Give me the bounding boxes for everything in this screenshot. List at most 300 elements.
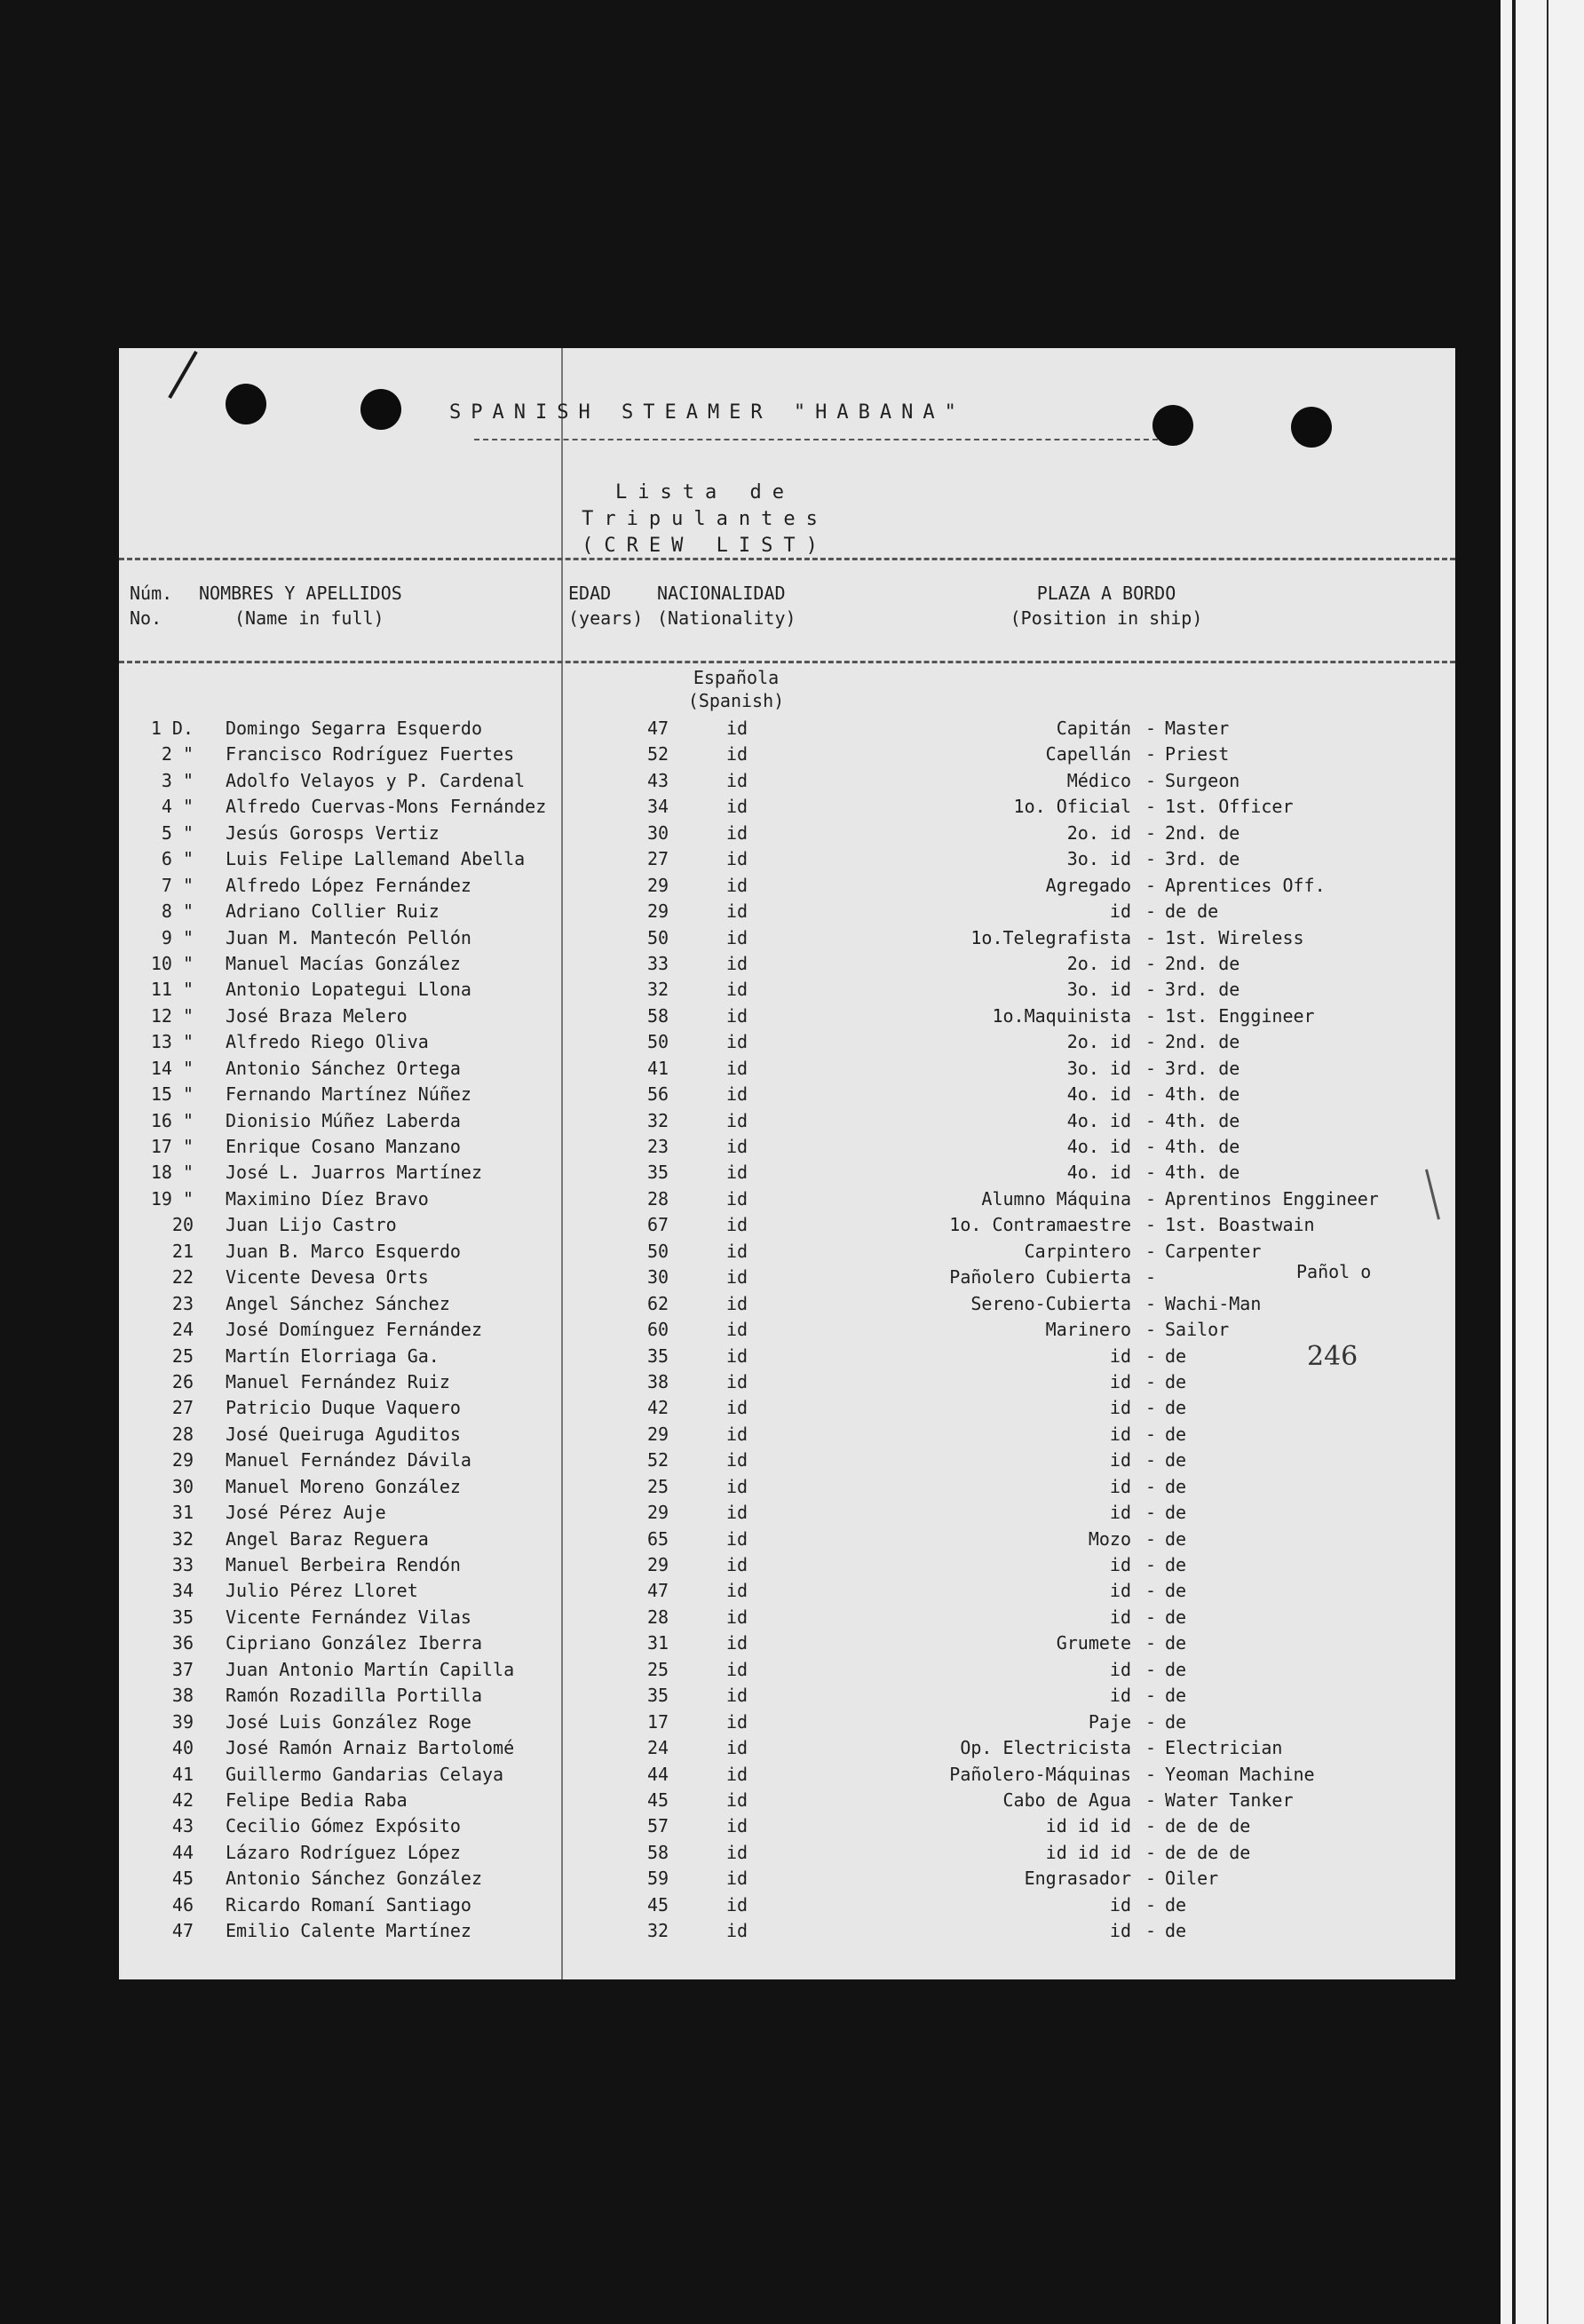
crew-nationality: id: [725, 1057, 748, 1079]
crew-separator: -: [1144, 1266, 1157, 1289]
crew-nationality: id: [725, 1449, 748, 1471]
crew-separator: -: [1144, 1187, 1157, 1210]
crew-position: Mozo: [1088, 1527, 1131, 1550]
crew-age: 57: [646, 1815, 669, 1837]
crew-position: id id id: [1045, 1841, 1131, 1863]
crew-number: 10 ": [150, 952, 194, 974]
table-row: [119, 821, 1455, 846]
crew-age: 42: [646, 1397, 669, 1419]
table-row: [119, 1003, 1455, 1029]
crew-number: 13 ": [150, 1031, 194, 1053]
crew-nationality: id: [725, 1109, 748, 1131]
crew-separator: -: [1144, 1397, 1157, 1419]
crew-position: Marinero: [1045, 1319, 1131, 1341]
crew-number: 38: [171, 1685, 194, 1707]
crew-position-en: Surgeon: [1165, 769, 1240, 791]
crew-position-en: 4th. de: [1165, 1109, 1240, 1131]
crew-age: 27: [646, 848, 669, 870]
crew-name: Adolfo Velayos y P. Cardenal: [226, 769, 526, 791]
crew-age: 44: [646, 1763, 669, 1785]
crew-age: 45: [646, 1789, 669, 1811]
crew-separator: -: [1144, 1214, 1157, 1236]
table-row: [119, 794, 1455, 820]
crew-position: 2o. id: [1066, 821, 1131, 844]
crew-position-en: de: [1165, 1658, 1187, 1680]
crew-name: Ramón Rozadilla Portilla: [226, 1685, 482, 1707]
crew-age: 67: [646, 1214, 669, 1236]
crew-separator: -: [1144, 1057, 1157, 1079]
crew-separator: -: [1144, 743, 1157, 765]
crew-number: 28: [171, 1423, 194, 1445]
crew-separator: -: [1144, 952, 1157, 974]
crew-nationality: id: [725, 1580, 748, 1602]
crew-separator: -: [1144, 1240, 1157, 1262]
crew-position-en: de: [1165, 1527, 1187, 1550]
crew-age: 28: [646, 1187, 669, 1210]
crew-number: 34: [171, 1580, 194, 1602]
crew-position: Paje: [1088, 1710, 1131, 1733]
crew-position-en: de: [1165, 1920, 1187, 1942]
crew-nationality: id: [725, 1841, 748, 1863]
crew-nationality: id: [725, 821, 748, 844]
table-row: [119, 1813, 1455, 1839]
crew-separator: -: [1144, 1868, 1157, 1890]
crew-name: Juan Antonio Martín Capilla: [226, 1658, 515, 1680]
crew-name: Antonio Sánchez Ortega: [226, 1057, 461, 1079]
crew-age: 32: [646, 1109, 669, 1131]
crew-nationality: id: [725, 1475, 748, 1497]
crew-position-en: de: [1165, 1449, 1187, 1471]
crew-age: 62: [646, 1292, 669, 1314]
crew-position-en: 2nd. de: [1165, 1031, 1240, 1053]
punch-hole: [1291, 407, 1332, 448]
col-header-position: [991, 581, 1222, 631]
crew-nationality: id: [725, 1893, 748, 1916]
crew-separator: -: [1144, 979, 1157, 1001]
crew-number: 41: [171, 1763, 194, 1785]
table-row: [119, 1500, 1455, 1526]
table-row: [119, 742, 1455, 767]
crew-separator: -: [1144, 1789, 1157, 1811]
crew-separator: -: [1144, 1292, 1157, 1314]
crew-nationality: id: [725, 1710, 748, 1733]
crew-name: Manuel Berbeira Rendón: [226, 1554, 461, 1575]
table-row: [119, 1082, 1455, 1107]
crew-nationality: id: [725, 1606, 748, 1628]
table-row: [119, 1186, 1455, 1212]
crew-name: Cecilio Gómez Expósito: [226, 1815, 461, 1837]
crew-nationality: id: [725, 1789, 748, 1811]
crew-position-en: Water Tanker: [1165, 1789, 1294, 1811]
crew-name: Cipriano González Iberra: [226, 1632, 482, 1654]
crew-position-en: 1st. Wireless: [1165, 926, 1304, 948]
table-row: [119, 1527, 1455, 1552]
crew-age: 34: [646, 796, 669, 818]
crew-name: Enrique Cosano Manzano: [226, 1136, 461, 1157]
table-row: [119, 768, 1455, 794]
crew-position: Sereno-Cubierta: [970, 1292, 1131, 1314]
page-number: 246: [1307, 1341, 1358, 1372]
crew-number: 17 ": [150, 1136, 194, 1157]
crew-number: 35: [171, 1606, 194, 1628]
crew-age: 25: [646, 1475, 669, 1497]
crew-number: 11 ": [150, 979, 194, 1001]
crew-name: Manuel Macías González: [226, 952, 461, 974]
crew-separator: -: [1144, 1004, 1157, 1027]
crew-separator: -: [1144, 1815, 1157, 1837]
crew-position: id: [1109, 1580, 1131, 1602]
crew-name: Vicente Devesa Orts: [226, 1266, 429, 1289]
crew-number: 20: [171, 1214, 194, 1236]
crew-name: Vicente Fernández Vilas: [226, 1606, 471, 1628]
crew-number: 21: [171, 1240, 194, 1262]
crew-nationality: id: [725, 743, 748, 765]
crew-position: Alumno Máquina: [981, 1187, 1131, 1210]
crew-position-en: de: [1165, 1580, 1187, 1602]
crew-name: Guillermo Gandarias Celaya: [226, 1763, 504, 1785]
col-header-nat-en: (Nationality): [657, 607, 796, 629]
margin-note: Pañol o: [1296, 1261, 1372, 1282]
table-row: [119, 1160, 1455, 1186]
crew-name: Juan M. Mantecón Pellón: [226, 926, 471, 948]
crew-age: 50: [646, 1031, 669, 1053]
crew-separator: -: [1144, 1423, 1157, 1445]
crew-separator: -: [1144, 1162, 1157, 1184]
crew-name: Luis Felipe Lallemand Abella: [226, 848, 526, 870]
table-row: [119, 1657, 1455, 1683]
crew-age: 32: [646, 979, 669, 1001]
crew-age: 38: [646, 1370, 669, 1392]
crew-position: 1o.Telegrafista: [970, 926, 1131, 948]
table-row: [119, 1735, 1455, 1761]
crew-separator: -: [1144, 1763, 1157, 1785]
crew-position: Op. Electricista: [960, 1737, 1131, 1759]
crew-name: Juan Lijo Castro: [226, 1214, 397, 1236]
crew-name: Martín Elorriaga Ga.: [226, 1344, 440, 1367]
crew-position-en: de: [1165, 1685, 1187, 1707]
crew-age: 29: [646, 1554, 669, 1575]
table-row: [119, 1552, 1455, 1578]
col-header-age: [568, 581, 643, 631]
film-border-line: [1512, 0, 1516, 2324]
table-row: [119, 1369, 1455, 1395]
header-rule-bottom: [119, 661, 1455, 663]
crew-nationality: id: [725, 1370, 748, 1392]
crew-age: 30: [646, 821, 669, 844]
crew-nationality: id: [725, 769, 748, 791]
table-row: [119, 1029, 1455, 1055]
crew-position: id: [1109, 1344, 1131, 1367]
crew-position: 3o. id: [1066, 979, 1131, 1001]
crew-position: id: [1109, 1685, 1131, 1707]
crew-age: 28: [646, 1606, 669, 1628]
table-row: [119, 1212, 1455, 1238]
table-row: [119, 1605, 1455, 1630]
crew-age: 23: [646, 1136, 669, 1157]
crew-position-en: de: [1165, 1502, 1187, 1524]
crew-number: 32: [171, 1527, 194, 1550]
crew-nationality: id: [725, 1083, 748, 1106]
crew-separator: -: [1144, 1658, 1157, 1680]
crew-name: Jesús Gorosps Vertiz: [226, 821, 440, 844]
crew-nationality: id: [725, 900, 748, 923]
crew-nationality: id: [725, 1502, 748, 1524]
crew-position-en: de de de: [1165, 1815, 1251, 1837]
crew-number: 29: [171, 1449, 194, 1471]
crew-position-en: de de: [1165, 900, 1219, 923]
crew-number: 33: [171, 1554, 194, 1575]
crew-position: id: [1109, 1606, 1131, 1628]
punch-hole: [1152, 405, 1193, 446]
crew-position: 1o. Contramaestre: [949, 1214, 1131, 1236]
col-header-age-es: EDAD: [568, 583, 612, 604]
crew-number: 27: [171, 1397, 194, 1419]
crew-position-en: 4th. de: [1165, 1136, 1240, 1157]
crew-number: 12 ": [150, 1004, 194, 1027]
crew-age: 47: [646, 718, 669, 739]
crew-nationality: id: [725, 952, 748, 974]
crew-position: 3o. id: [1066, 848, 1131, 870]
crew-nationality: id: [725, 1658, 748, 1680]
list-title: [492, 480, 918, 559]
crew-position-en: Master: [1165, 718, 1230, 739]
crew-nationality: id: [725, 1632, 748, 1654]
crew-separator: -: [1144, 1554, 1157, 1575]
crew-position-en: 1st. Boastwain: [1165, 1214, 1315, 1236]
crew-position-en: de: [1165, 1893, 1187, 1916]
crew-separator: -: [1144, 1109, 1157, 1131]
crew-age: 60: [646, 1319, 669, 1341]
crew-name: José Luis González Roge: [226, 1710, 471, 1733]
crew-name: José Pérez Auje: [226, 1502, 386, 1524]
table-row: [119, 1291, 1455, 1317]
crew-position: Cabo de Agua: [1002, 1789, 1131, 1811]
crew-position-en: de: [1165, 1397, 1187, 1419]
crew-name: Manuel Moreno González: [226, 1475, 461, 1497]
crew-age: 31: [646, 1632, 669, 1654]
crew-age: 25: [646, 1658, 669, 1680]
crew-nationality: id: [725, 1920, 748, 1942]
table-row: [119, 925, 1455, 951]
crew-position: Capellán: [1045, 743, 1131, 765]
col-header-nat-es: NACIONALIDAD: [657, 583, 786, 604]
crew-name: Manuel Fernández Dávila: [226, 1449, 471, 1471]
crew-nationality: id: [725, 1423, 748, 1445]
crew-separator: -: [1144, 1449, 1157, 1471]
crew-nationality: id: [725, 1292, 748, 1314]
table-row: [119, 1578, 1455, 1604]
crew-separator: -: [1144, 1031, 1157, 1053]
crew-separator: -: [1144, 769, 1157, 791]
punch-hole: [226, 384, 266, 424]
col-header-num-en: No.: [130, 607, 162, 629]
crew-age: 29: [646, 900, 669, 923]
crew-age: 29: [646, 1502, 669, 1524]
table-row: [119, 1344, 1455, 1369]
crew-name: Emilio Calente Martínez: [226, 1920, 471, 1942]
col-header-name: [199, 581, 402, 631]
crew-position: Capitán: [1056, 718, 1131, 739]
crew-position-en: 4th. de: [1165, 1083, 1240, 1106]
crew-number: 45: [171, 1868, 194, 1890]
crew-separator: -: [1144, 1606, 1157, 1628]
table-row: [119, 1762, 1455, 1788]
crew-position-en: Sailor: [1165, 1319, 1230, 1341]
crew-name: Angel Baraz Reguera: [226, 1527, 429, 1550]
crew-number: 42: [171, 1789, 194, 1811]
crew-name: Antonio Lopategui Llona: [226, 979, 471, 1001]
crew-separator: -: [1144, 1475, 1157, 1497]
crew-name: José Ramón Arnaiz Bartolomé: [226, 1737, 515, 1759]
col-header-num-es: Núm.: [130, 583, 173, 604]
crew-name: Dionisio Múñez Laberda: [226, 1109, 461, 1131]
crew-age: 56: [646, 1083, 669, 1106]
crew-position-en: Electrician: [1165, 1737, 1283, 1759]
crew-separator: -: [1144, 1737, 1157, 1759]
table-row: [119, 716, 1455, 742]
col-header-nationality: [657, 581, 796, 631]
crew-age: 17: [646, 1710, 669, 1733]
crew-name: Ricardo Romaní Santiago: [226, 1893, 471, 1916]
table-row: [119, 1134, 1455, 1160]
crew-nationality: id: [725, 718, 748, 739]
table-row: [119, 1395, 1455, 1421]
crew-age: 47: [646, 1580, 669, 1602]
crew-number: 1 D.: [150, 718, 194, 739]
crew-separator: -: [1144, 1710, 1157, 1733]
crew-age: 58: [646, 1004, 669, 1027]
crew-number: 15 ": [150, 1083, 194, 1106]
crew-position: id: [1109, 1475, 1131, 1497]
crew-number: 44: [171, 1841, 194, 1863]
crew-position-en: 1st. Enggineer: [1165, 1004, 1315, 1027]
crew-number: 25: [171, 1344, 194, 1367]
crew-name: José Braza Melero: [226, 1004, 408, 1027]
crew-position-en: 2nd. de: [1165, 952, 1240, 974]
film-border-line: [1547, 0, 1548, 2324]
crew-name: Lázaro Rodríguez López: [226, 1841, 461, 1863]
table-row: [119, 899, 1455, 924]
crew-separator: -: [1144, 1841, 1157, 1863]
crew-position-en: 4th. de: [1165, 1162, 1240, 1184]
header-rule-top: [119, 558, 1455, 560]
crew-nationality: id: [725, 1527, 748, 1550]
ship-title: SPANISH STEAMER "HABANA": [449, 401, 966, 424]
crew-number: 23: [171, 1292, 194, 1314]
crew-position: Pañolero-Máquinas: [949, 1763, 1131, 1785]
table-row: [119, 1474, 1455, 1500]
table-row: [119, 1866, 1455, 1892]
crew-position-en: 3rd. de: [1165, 1057, 1240, 1079]
crew-nationality: id: [725, 848, 748, 870]
crew-position: Agregado: [1045, 874, 1131, 896]
crew-nationality: id: [725, 1136, 748, 1157]
crew-position-en: de: [1165, 1423, 1187, 1445]
crew-nationality: id: [725, 1737, 748, 1759]
table-row: [119, 1317, 1455, 1343]
crew-separator: -: [1144, 900, 1157, 923]
crew-position-en: Priest: [1165, 743, 1230, 765]
crew-age: 29: [646, 1423, 669, 1445]
crew-position: id: [1109, 1554, 1131, 1575]
crew-age: 35: [646, 1685, 669, 1707]
crew-separator: -: [1144, 1344, 1157, 1367]
crew-table: [119, 716, 1455, 1945]
crew-nationality: id: [725, 1868, 748, 1890]
crew-position: 4o. id: [1066, 1109, 1131, 1131]
crew-number: 30: [171, 1475, 194, 1497]
crew-name: Julio Pérez Lloret: [226, 1580, 418, 1602]
crew-separator: -: [1144, 1580, 1157, 1602]
crew-nationality: id: [725, 874, 748, 896]
crew-nationality: id: [725, 1763, 748, 1785]
crew-name: Patricio Duque Vaquero: [226, 1397, 461, 1419]
crew-position: Pañolero Cubierta: [949, 1266, 1131, 1289]
crew-nationality: id: [725, 1344, 748, 1367]
crew-separator: -: [1144, 1632, 1157, 1654]
crew-position-en: de: [1165, 1554, 1187, 1575]
nationality-value-es: Española: [693, 667, 780, 688]
crew-number: 14 ": [150, 1057, 194, 1079]
crew-number: 3 ": [161, 769, 194, 791]
crew-number: 26: [171, 1370, 194, 1392]
crew-position-en: de: [1165, 1475, 1187, 1497]
crew-separator: -: [1144, 926, 1157, 948]
table-row: [119, 1630, 1455, 1656]
crew-nationality: id: [725, 1554, 748, 1575]
crew-position: id: [1109, 1920, 1131, 1942]
crew-position-en: 1st. Officer: [1165, 796, 1294, 818]
table-row: [119, 977, 1455, 1003]
crew-separator: -: [1144, 1920, 1157, 1942]
crew-position-en: de: [1165, 1606, 1187, 1628]
crew-nationality: id: [725, 796, 748, 818]
crew-age: 65: [646, 1527, 669, 1550]
crew-age: 35: [646, 1162, 669, 1184]
crew-position: 2o. id: [1066, 952, 1131, 974]
crew-name: Francisco Rodríguez Fuertes: [226, 743, 515, 765]
table-row: [119, 1056, 1455, 1082]
crew-nationality: id: [725, 1004, 748, 1027]
crew-position: id: [1109, 1370, 1131, 1392]
crew-name: Fernando Martínez Núñez: [226, 1083, 471, 1106]
table-row: [119, 1422, 1455, 1448]
crew-position-en: 3rd. de: [1165, 848, 1240, 870]
crew-position-en: de: [1165, 1344, 1187, 1367]
crew-age: 59: [646, 1868, 669, 1890]
crew-position-en: Yeoman Machine: [1165, 1763, 1315, 1785]
crew-separator: -: [1144, 796, 1157, 818]
crew-number: 9 ": [161, 926, 194, 948]
crew-number: 4 ": [161, 796, 194, 818]
crew-number: 46: [171, 1893, 194, 1916]
punch-hole: [360, 389, 401, 430]
crew-number: 2 ": [161, 743, 194, 765]
crew-position-en: 2nd. de: [1165, 821, 1240, 844]
crew-separator: -: [1144, 1136, 1157, 1157]
crew-position-en: de de de: [1165, 1841, 1251, 1863]
crew-separator: -: [1144, 1527, 1157, 1550]
table-row: [119, 1108, 1455, 1134]
crew-number: 39: [171, 1710, 194, 1733]
crew-age: 52: [646, 743, 669, 765]
col-header-pos-es: PLAZA A BORDO: [1036, 583, 1176, 604]
crew-name: Juan B. Marco Esquerdo: [226, 1240, 461, 1262]
crew-name: Domingo Segarra Esquerdo: [226, 718, 482, 739]
crew-position: Grumete: [1056, 1632, 1131, 1654]
crew-position: Carpintero: [1024, 1240, 1131, 1262]
crew-position: id: [1109, 1449, 1131, 1471]
